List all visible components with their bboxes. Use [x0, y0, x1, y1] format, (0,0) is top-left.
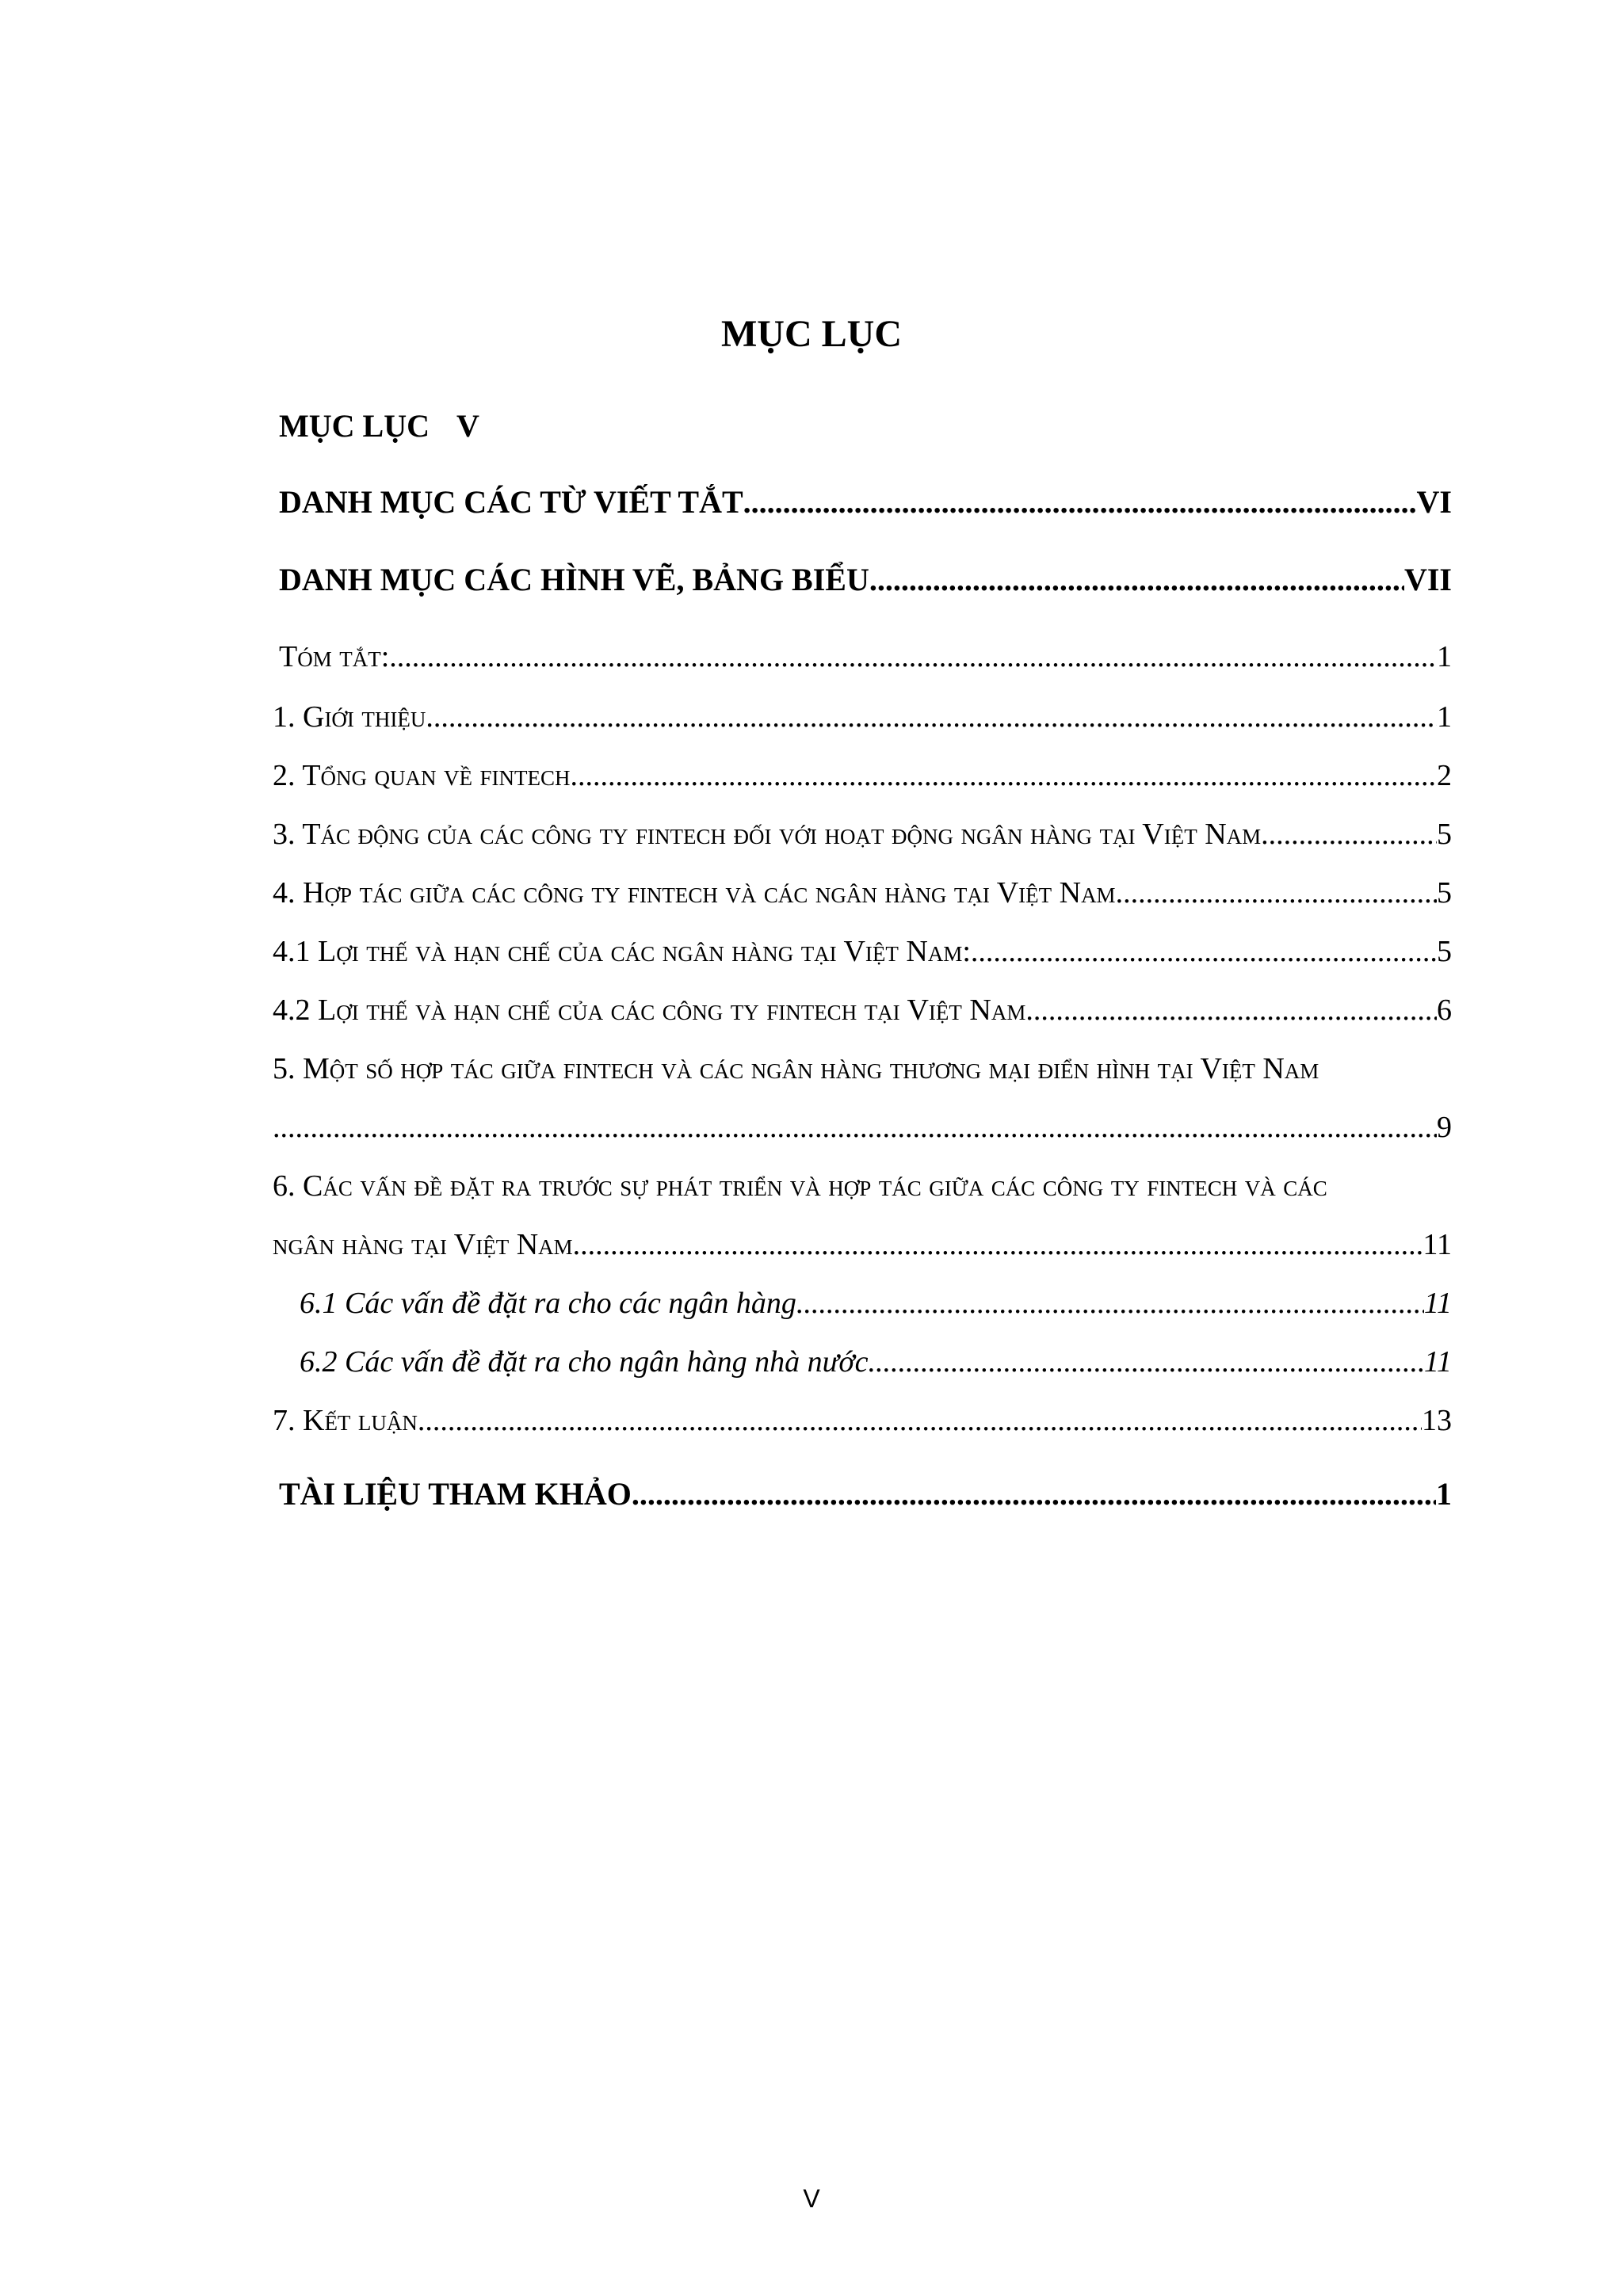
toc-label: 6.1 Các vấn đề đặt ra cho các ngân hàng: [300, 1287, 796, 1320]
toc-entry-issues-state-bank[interactable]: [300, 1342, 1452, 1382]
toc-label: 5. Một số hợp tác giữa fintech và các ngân hàng thương mại điển hình tại Việt Nam: [273, 1052, 1319, 1085]
toc-leader: [1269, 814, 1437, 854]
toc-leader: [869, 1342, 1424, 1382]
toc-entry-cooperation[interactable]: [273, 873, 1452, 913]
toc-label: DANH MỤC CÁC HÌNH VẼ, BẢNG BIỂU: [279, 562, 869, 597]
toc-entry-muc-luc[interactable]: [279, 406, 1452, 447]
toc-page-number: VI: [1416, 484, 1452, 520]
toc-entry-issues[interactable]: [273, 1166, 1477, 1206]
toc-page-number: 1: [1437, 700, 1452, 734]
toc-label: 7. Kết luận: [273, 1404, 418, 1437]
toc-page-number: 11: [1423, 1228, 1452, 1261]
toc-entry-conclusion[interactable]: [273, 1401, 1452, 1440]
toc-page-number: 2: [1437, 759, 1452, 792]
toc-entry-fintech-advantages[interactable]: [273, 990, 1452, 1030]
toc-leader: [571, 756, 1437, 795]
toc-label: MỤC LỤC: [279, 408, 430, 444]
toc-entry-issues-cont[interactable]: [273, 1225, 1452, 1264]
toc-leader: [743, 482, 1417, 523]
toc-label: DANH MỤC CÁC TỪ VIẾT TẮT: [279, 484, 743, 520]
toc-page-number: 1: [1437, 640, 1452, 673]
toc-entry-introduction[interactable]: [273, 697, 1452, 737]
toc-label: 3. Tác động của các công ty fintech đối với hoạt động ngân hàng tại Việt Nam.: [273, 818, 1269, 851]
toc-page-number: 6: [1437, 994, 1452, 1027]
toc-entry-abbreviations[interactable]: [279, 482, 1452, 523]
toc-page-number: 5: [1437, 876, 1452, 910]
toc-leader: [273, 1108, 1437, 1147]
toc-label: 2. Tổng quan về fintech: [273, 759, 571, 792]
toc-entry-issues-banks[interactable]: [300, 1283, 1452, 1323]
toc-entry-typical-cooperation-leader[interactable]: [273, 1108, 1452, 1147]
toc-label: Tóm tắt:: [279, 640, 390, 673]
toc-entry-fintech-impact[interactable]: [273, 814, 1452, 854]
toc-label: 4.2 Lợi thế và hạn chế của các công ty fintech tại Việt Nam: [273, 994, 1026, 1027]
toc-leader: [389, 637, 1437, 677]
toc-page-number: 11: [1423, 1345, 1452, 1379]
toc-label: 6.2 Các vấn đề đặt ra cho ngân hàng nhà nước: [300, 1345, 869, 1379]
toc-label: 4. Hợp tác giữa các công ty fintech và các ngân hàng tại Việt Nam: [273, 876, 1116, 910]
toc-entry-references[interactable]: [279, 1474, 1452, 1515]
toc-label: 6. Các vấn đề đặt ra trước sự phát triển và hợp tác giữa các công ty fintech và các: [273, 1169, 1327, 1203]
toc-page-number: 11: [1423, 1287, 1452, 1320]
toc-leader: [971, 932, 1437, 971]
toc-page-number: 13: [1422, 1404, 1452, 1437]
toc-entry-fintech-overview[interactable]: [273, 756, 1452, 795]
toc-leader: [418, 1401, 1422, 1440]
toc-entry-typical-cooperation[interactable]: [273, 1049, 1461, 1089]
toc-leader: [632, 1474, 1436, 1515]
toc-label: ngân hàng tại Việt Nam.: [273, 1228, 581, 1261]
toc-label: 1. Giới thiệu: [273, 700, 426, 734]
toc-page-number: 5: [1437, 935, 1452, 968]
toc-leader: [869, 559, 1404, 601]
toc-leader: [796, 1283, 1424, 1323]
toc-leader: [580, 1225, 1423, 1264]
page-number-footer: V: [803, 2184, 820, 2213]
toc-page-number: 9: [1437, 1111, 1452, 1144]
toc-leader: [1025, 990, 1437, 1030]
toc-entry-figures-tables[interactable]: [279, 559, 1452, 601]
page-title: MỤC LỤC: [721, 313, 902, 355]
toc-page-number: V: [456, 408, 479, 444]
toc-page-number: 1: [1436, 1476, 1452, 1512]
toc-entry-banks-advantages[interactable]: [273, 932, 1452, 971]
toc-label: TÀI LIỆU THAM KHẢO: [279, 1476, 632, 1512]
toc-entry-summary[interactable]: [279, 637, 1452, 677]
toc-leader: [1116, 873, 1437, 913]
toc-page-number: VII: [1403, 562, 1452, 597]
toc-page-number: 5: [1437, 818, 1452, 851]
toc-label: 4.1 Lợi thế và hạn chế của các ngân hàng tại Việt Nam:: [273, 935, 971, 968]
toc-leader: [426, 697, 1437, 737]
